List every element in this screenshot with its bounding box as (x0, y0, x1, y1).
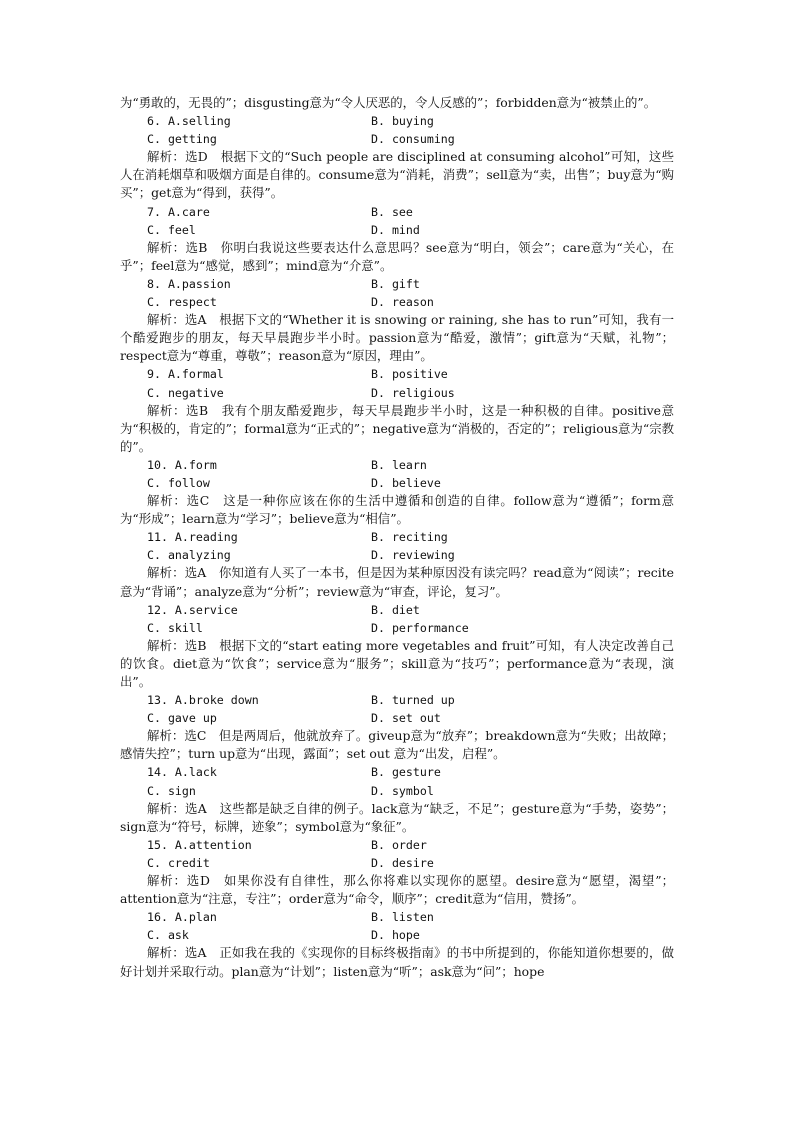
option-grid (120, 601, 674, 637)
option-text: B. see (371, 204, 413, 219)
question-block (120, 691, 674, 763)
option-grid (120, 763, 674, 799)
analysis-text: 解析：选A 根据下文的“Whether it is snowing or raining, she has to run”可知，我有一个酷爱跑步的朋友，每天早晨跑步半小时。passion意为“酷爱，激情”；gift意为“天赋，礼物”；respect意为“尊重，尊敬”；reason意为“原因，理由”。 (120, 312, 674, 364)
option-grid (120, 528, 674, 564)
option-text: 7. A.care (147, 204, 210, 219)
option-grid (120, 203, 674, 239)
question-block (120, 528, 674, 600)
question-block (120, 456, 674, 528)
option-text: D. consuming (371, 132, 455, 147)
question-block (120, 275, 674, 365)
option-text: 11. A.reading (147, 530, 238, 545)
analysis-text: 解析：选A 正如我在我的《实现你的目标终极指南》的书中所提到的，你能知道你想要的，做好计划并采取行动。plan意为“计划”；listen意为“听”；ask意为“问”；hope (120, 945, 674, 979)
analysis-text: 解析：选C 这是一种你应该在你的生活中遵循和创造的自律。follow意为“遵循”；form意为“形成”；learn意为“学习”；believe意为“相信”。 (120, 493, 674, 527)
question-block (120, 908, 674, 980)
option-text: B. turned up (371, 693, 455, 708)
option-text: 10. A.form (147, 457, 217, 472)
option-text: C. ask (147, 928, 189, 943)
question-block (120, 203, 674, 275)
option-text: C. negative (147, 385, 224, 400)
analysis-text: 解析：选A 这些都是缺乏自律的例子。lack意为“缺乏，不足”；gesture意为“手势，姿势”；sign意为“符号，标牌，迹象”；symbol意为“象征”。 (120, 800, 674, 834)
option-text: B. gesture (371, 765, 441, 780)
option-grid (120, 275, 674, 311)
question-block (120, 365, 674, 455)
option-text: D. reason (371, 295, 434, 310)
option-text: D. symbol (371, 783, 434, 798)
option-text: D. religious (371, 385, 455, 400)
option-text: C. analyzing (147, 548, 231, 563)
option-text: 13. A.broke down (147, 693, 259, 708)
option-text: 15. A.attention (147, 837, 252, 852)
option-text: B. reciting (371, 530, 448, 545)
option-text: D. set out (371, 711, 441, 726)
option-text: D. believe (371, 475, 441, 490)
option-text: B. gift (371, 276, 420, 291)
analysis-text: 解析：选B 根据下文的“start eating more vegetables and fruit”可知，有人决定改善自己的饮食。diet意为“饮食”；service意为“服务”；skill意为“技巧”；performance意为“表现，演出”。 (120, 637, 674, 689)
question-block (120, 112, 674, 202)
option-text: C. respect (147, 295, 217, 310)
question-block (120, 601, 674, 691)
intro-continuation: 为“勇敢的，无畏的”；disgusting意为“令人厌恶的，令人反感的”；forbidden意为“被禁止的”。 (120, 95, 657, 110)
option-grid (120, 908, 674, 944)
option-text: 8. A.passion (147, 276, 231, 291)
option-grid (120, 365, 674, 401)
option-text: B. learn (371, 457, 427, 472)
option-text: C. feel (147, 222, 196, 237)
option-grid (120, 112, 674, 148)
option-grid (120, 836, 674, 872)
option-text: B. buying (371, 114, 434, 129)
analysis-text: 解析：选D 根据下文的“Such people are disciplined at consuming alcohol”可知，这些人在消耗烟草和吸烟方面是自律的。consume意为“消耗，消费”；sell意为“卖，出售”；buy意为“购买”；get意为“得到，获得”。 (120, 149, 674, 201)
question-list (120, 112, 674, 981)
option-text: 14. A.lack (147, 765, 217, 780)
question-block (120, 763, 674, 835)
option-text: D. hope (371, 928, 420, 943)
option-text: B. diet (371, 602, 420, 617)
analysis-text: 解析：选A 你知道有人买了一本书，但是因为某种原因没有读完吗？read意为“阅读”；recite意为“背诵”；analyze意为“分析”；review意为“审查，评论，复习”。 (120, 565, 674, 599)
option-text: C. gave up (147, 711, 217, 726)
option-text: C. skill (147, 620, 203, 635)
option-text: D. reviewing (371, 548, 455, 563)
document-page (120, 94, 674, 981)
option-text: 16. A.plan (147, 910, 217, 925)
question-block (120, 836, 674, 908)
option-text: C. credit (147, 855, 210, 870)
analysis-text: 解析：选B 我有个朋友酷爱跑步，每天早晨跑步半小时，这是一种积极的自律。positive意为“积极的，肯定的”；formal意为“正式的”；negative意为“消极的，否定的”；religious意为“宗教的”。 (120, 402, 674, 454)
option-text: 6. A.selling (147, 114, 231, 129)
option-grid (120, 456, 674, 492)
option-text: B. listen (371, 910, 434, 925)
option-text: D. desire (371, 855, 434, 870)
option-text: C. sign (147, 783, 196, 798)
analysis-text: 解析：选C 但是两周后，他就放弃了。giveup意为“放弃”；breakdown意为“失败；出故障；感情失控”；turn up意为“出现，露面”；set out 意为“出发，启程”。 (120, 728, 674, 762)
option-text: D. performance (371, 620, 469, 635)
option-text: 9. A.formal (147, 367, 224, 382)
analysis-text: 解析：选D 如果你没有自律性，那么你将难以实现你的愿望。desire意为“愿望，渴望”；attention意为“注意，专注”；order意为“命令，顺序”；credit意为“信用，赞扬”。 (120, 873, 674, 907)
option-text: 12. A.service (147, 602, 238, 617)
option-text: B. positive (371, 367, 448, 382)
option-grid (120, 691, 674, 727)
option-text: C. getting (147, 132, 217, 147)
option-text: B. order (371, 837, 427, 852)
option-text: C. follow (147, 475, 210, 490)
option-text: D. mind (371, 222, 420, 237)
analysis-text: 解析：选B 你明白我说这些要表达什么意思吗？see意为“明白，领会”；care意为“关心，在乎”；feel意为“感觉，感到”；mind意为“介意”。 (120, 239, 674, 273)
